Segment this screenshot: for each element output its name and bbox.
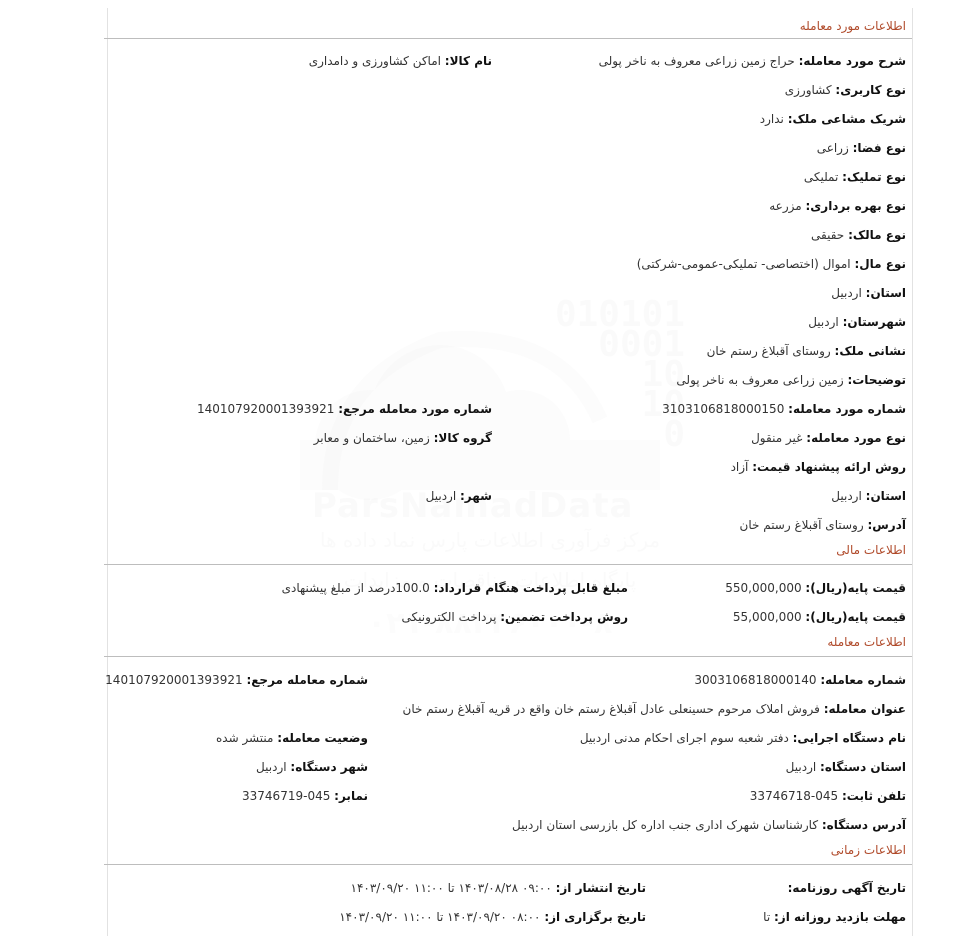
field-value: فروش املاک مرحوم حسینعلی عادل آقبلاغ رستم خان واقع در قریه آقبلاغ رستم خان [402, 702, 820, 716]
field-asset [637, 257, 906, 271]
field-label: نوع مال: [854, 257, 906, 271]
field-tx-org-address [512, 818, 906, 832]
field-label: توضیحات: [847, 373, 906, 387]
field-value: ندارد [759, 112, 784, 126]
field-label: شهر دستگاه: [290, 760, 368, 774]
field-value: تا [763, 910, 771, 924]
field-label: استان: [865, 286, 906, 300]
section-divider [104, 38, 912, 39]
field-label: شرح مورد معامله: [798, 54, 906, 68]
field-label: نوع بهره برداری: [805, 199, 906, 213]
section-divider [104, 656, 912, 657]
field-group [314, 431, 492, 445]
field-ownership [804, 170, 906, 184]
field-ref-no [197, 402, 492, 416]
field-city [426, 489, 492, 503]
field-label: نمابر: [334, 789, 368, 803]
field-value: مزرعه [769, 199, 802, 213]
section-divider [104, 864, 912, 865]
field-deal-type [751, 431, 906, 445]
field-value: اموال (اختصاصی- تملیکی-عمومی-شرکتی) [636, 257, 851, 271]
field-value: زراعی [816, 141, 849, 155]
field-label: شماره معامله مرجع: [246, 673, 368, 687]
field-label: عنوان معامله: [823, 702, 906, 716]
field-partner [760, 112, 906, 126]
field-address-2 [740, 518, 907, 532]
field-value: زمین، ساختمان و معابر [313, 431, 430, 445]
field-label: روش پرداخت تضمین: [500, 610, 628, 624]
field-value: 3103106818000150 [662, 402, 785, 416]
field-label: تاریخ انتشار از: [555, 881, 646, 895]
field-value: زمین زراعی معروف به ناخر پولی [676, 373, 844, 387]
field-value: 550,000,000 [725, 581, 802, 595]
field-value: 140107920001393921 [196, 402, 335, 416]
field-label: شهرستان: [842, 315, 906, 329]
field-label: شهر: [460, 489, 492, 503]
content-frame [107, 8, 913, 936]
field-label: نام کالا: [444, 54, 492, 68]
field-base-price-2 [733, 610, 906, 624]
field-label: مهلت بازدید روزانه از: [774, 910, 906, 924]
field-value: اردبیل [785, 760, 817, 774]
field-value: 140107920001393921 [105, 673, 243, 687]
field-label: قیمت پایه(ریال): [805, 581, 906, 595]
field-tx-org-province [786, 760, 906, 774]
section-title-time: اطلاعات زمانی [830, 843, 906, 857]
field-value: 55,000,000 [732, 610, 802, 624]
field-value: اردبیل [808, 315, 839, 329]
field-tx-no [694, 673, 906, 687]
field-label: استان: [865, 489, 906, 503]
field-value: حقیقی [811, 228, 845, 242]
field-label: روش ارائه پیشنهاد قیمت: [752, 460, 906, 474]
section-title-deal-info: اطلاعات مورد معامله [799, 19, 906, 33]
field-label: مبلغ قابل پرداخت هنگام قرارداد: [433, 581, 628, 595]
field-province [831, 286, 906, 300]
field-tx-title [403, 702, 906, 716]
field-ad-date [788, 881, 906, 895]
section-title-financial: اطلاعات مالی [836, 543, 906, 557]
field-value: اردبیل [831, 286, 862, 300]
field-province-2 [831, 489, 906, 503]
field-value: 100.0درصد از مبلغ پیشنهادی [281, 581, 430, 595]
field-tx-fax [242, 789, 368, 803]
field-label: شماره مورد معامله: [788, 402, 906, 416]
field-label: نام دستگاه اجرایی: [792, 731, 906, 745]
field-base-price [725, 581, 906, 595]
field-label: تاریخ آگهی روزنامه: [787, 881, 906, 895]
field-label: نشانی ملک: [834, 344, 906, 358]
field-value: پرداخت الکترونیکی [401, 610, 497, 624]
field-value: تملیکی [803, 170, 839, 184]
field-label: استان دستگاه: [820, 760, 906, 774]
field-hold-date [339, 910, 646, 924]
field-value: ۰۹:۰۰ ۱۴۰۳/۰۸/۲۸ تا ۱۱:۰۰ ۱۴۰۳/۰۹/۲۰ [350, 881, 552, 895]
field-space [817, 141, 906, 155]
field-value: ۰۸:۰۰ ۱۴۰۳/۰۹/۲۰ تا ۱۱:۰۰ ۱۴۰۳/۰۹/۲۰ [339, 910, 541, 924]
field-tx-org [580, 731, 906, 745]
section-divider [104, 564, 912, 565]
field-value: 3003106818000140 [694, 673, 817, 687]
field-owner [811, 228, 906, 242]
field-county [808, 315, 906, 329]
field-label: تاریخ برگزاری از: [544, 910, 646, 924]
field-label: قیمت پایه(ریال): [805, 610, 906, 624]
field-value: اردبیل [256, 760, 287, 774]
field-tx-org-city [256, 760, 368, 774]
field-value: کارشناسان شهرک اداری جنب اداره کل بازرسی استان اردبیل [511, 818, 819, 832]
field-label: نوع تملیک: [842, 170, 906, 184]
field-label: شماره مورد معامله مرجع: [338, 402, 492, 416]
field-label: نوع مورد معامله: [806, 431, 906, 445]
field-value: حراج زمین زراعی معروف به ناخر پولی [598, 54, 795, 68]
field-value: غیر منقول [751, 431, 803, 445]
field-label: نوع فضا: [852, 141, 906, 155]
field-publish-date [351, 881, 646, 895]
field-value: روستای آقبلاغ رستم خان [706, 344, 831, 358]
field-exploit [769, 199, 906, 213]
field-value: آزاد [730, 460, 749, 474]
field-label: شماره معامله: [820, 673, 906, 687]
field-tx-phone [750, 789, 906, 803]
field-deal-desc [599, 54, 906, 68]
field-label: آدرس دستگاه: [821, 818, 906, 832]
field-usage [785, 83, 906, 97]
field-value: منتشر شده [215, 731, 274, 745]
field-value: دفتر شعبه سوم اجرای احکام مدنی اردبیل [579, 731, 789, 745]
field-value: کشاورزی [784, 83, 832, 97]
field-label: گروه کالا: [433, 431, 492, 445]
field-tx-status [216, 731, 368, 745]
field-value: اماکن کشاورزی و دامداری [308, 54, 441, 68]
field-method [731, 460, 906, 474]
field-label: نوع مالک: [848, 228, 906, 242]
field-value: 045-33746719 [242, 789, 331, 803]
field-visit-deadline [763, 910, 906, 924]
field-goods-name [309, 54, 492, 68]
section-title-transaction: اطلاعات معامله [827, 635, 906, 649]
field-value: اردبیل [831, 489, 862, 503]
field-address [707, 344, 906, 358]
field-label: تلفن ثابت: [841, 789, 906, 803]
field-tx-ref [105, 673, 368, 687]
field-label: نوع کاربری: [835, 83, 906, 97]
field-label: شریک مشاعی ملک: [787, 112, 906, 126]
field-value: اردبیل [425, 489, 457, 503]
field-value: 045-33746718 [749, 789, 839, 803]
field-payable [282, 581, 628, 595]
field-guarantee [402, 610, 628, 624]
field-notes [676, 373, 906, 387]
field-deal-no [662, 402, 906, 416]
field-label: آدرس: [867, 518, 906, 532]
field-value: روستای آقبلاغ رستم خان [739, 518, 864, 532]
field-label: وضعیت معامله: [277, 731, 368, 745]
